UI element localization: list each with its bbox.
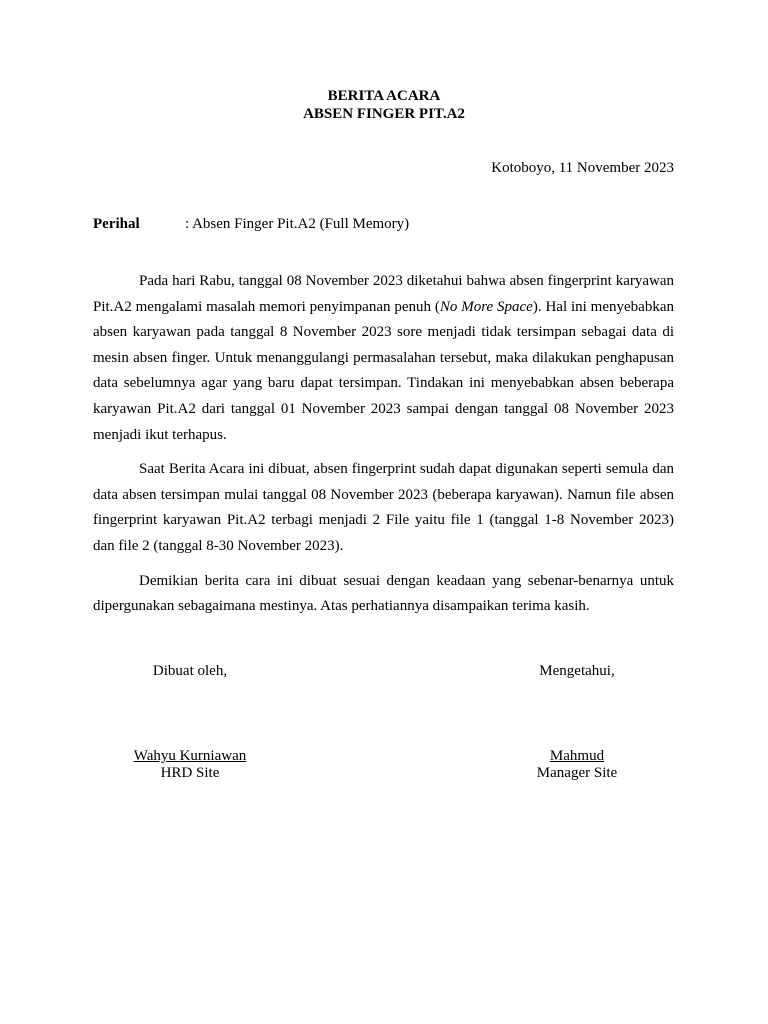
paragraph-1-part-a: Pada hari Rabu, tanggal 08 November 2023 diketahui bahwa absen fingerprint karyawan Pit.A2 mengalami masalah memori penyimpanan penuh (	[93, 273, 674, 315]
paragraph-1	[93, 269, 674, 448]
signature-left-name: Wahyu Kurniawan	[133, 748, 247, 764]
subject-label: Perihal	[93, 216, 140, 232]
signature-right-heading: Mengetahui,	[539, 663, 615, 679]
subject-value: : Absen Finger Pit.A2 (Full Memory)	[185, 216, 410, 232]
document-title	[0, 87, 768, 123]
document-body	[93, 269, 674, 629]
place-date: Kotoboyo, 11 November 2023	[491, 160, 674, 176]
paragraph-3: Demikian berita cara ini dibuat sesuai dengan keadaan yang sebenar-benarnya untuk dipergunakan sebagaimana mestinya. Atas perhatiannya disampaikan terima kasih.	[93, 572, 674, 615]
signature-right-name: Mahmud	[549, 748, 605, 764]
subject-line	[93, 216, 673, 233]
paragraph-1-italic: No More Space	[439, 298, 533, 315]
signature-right-role: Manager Site	[536, 765, 618, 781]
paragraph-2: Saat Berita Acara ini dibuat, absen fingerprint sudah dapat digunakan seperti semula dan data absen tersimpan mulai tanggal 08 November 2023 (beberapa karyawan). Namun file absen fingerprint karyawan Pit.A2 terbagi menjadi 2 File yaitu file 1 (tanggal 1-8 November 2023) dan file 2 (tanggal 8-30 November 2023).	[93, 461, 674, 554]
title-line-2: ABSEN FINGER PIT.A2	[303, 106, 465, 122]
paragraph-1-part-b: ). Hal ini menyebabkan absen karyawan pada tanggal 8 November 2023 sore menjadi tidak tersimpan sebagai data di mesin absen finger. Untuk menanggulangi permasalahan tersebut, maka dilakukan penghapusan data sebelumnya agar yang baru dapat tersimpan. Tindakan ini menyebabkan absen beberapa karyawan Pit.A2 dari tanggal 01 November 2023 sampai dengan tanggal 08 November 2023 menjadi ikut terhapus.	[93, 298, 674, 443]
title-line-1: BERITA ACARA	[327, 88, 441, 104]
signature-left-role: HRD Site	[160, 765, 220, 781]
signature-left-heading: Dibuat oleh,	[152, 663, 228, 679]
